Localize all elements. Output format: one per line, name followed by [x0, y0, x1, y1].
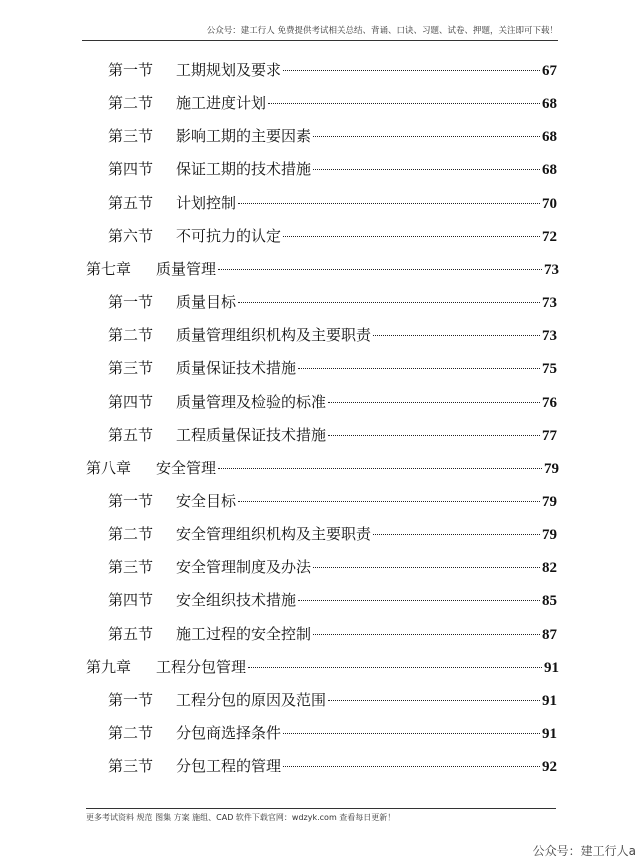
toc-entry-number: 第三节 [108, 757, 154, 776]
toc-page-number: 79 [544, 460, 559, 477]
header-text: 公众号：建工行人 免费提供考试相关总结、背诵、口诀、习题、试卷、押题，关注即可下载！ [206, 26, 558, 36]
toc-entry-title: 影响工期的主要因素 [176, 127, 312, 146]
toc-section-entry[interactable] [108, 388, 557, 416]
toc-page-number: 76 [542, 394, 557, 411]
toc-page-number: 79 [542, 493, 557, 510]
toc-dot-leader [373, 534, 540, 535]
toc-page-number: 68 [542, 162, 557, 179]
toc-entry-number: 第二节 [108, 326, 154, 345]
page-footer [86, 808, 556, 823]
toc-entry-number: 第五节 [108, 193, 154, 212]
toc-chapter-entry[interactable] [86, 454, 559, 482]
toc-entry-title: 工程分包管理 [156, 657, 247, 676]
toc-dot-leader [238, 302, 540, 303]
toc-dot-leader [313, 567, 540, 568]
toc-page-number: 75 [542, 361, 557, 378]
toc-entry-number: 第六节 [108, 226, 154, 245]
toc-dot-leader [238, 203, 540, 204]
toc-entry-title: 质量管理 [156, 259, 217, 278]
watermark-text: 公众号：建工行人a [532, 844, 636, 858]
toc-page-number: 85 [542, 593, 557, 610]
toc-section-entry[interactable] [108, 321, 557, 349]
toc-section-entry[interactable] [108, 288, 557, 316]
toc-dot-leader [328, 435, 540, 436]
toc-dot-leader [218, 269, 542, 270]
toc-dot-leader [313, 136, 540, 137]
toc-section-entry[interactable] [108, 686, 557, 714]
toc-entry-number: 第一节 [108, 690, 154, 709]
toc-entry-number: 第四节 [108, 160, 154, 179]
toc-dot-leader [238, 501, 540, 502]
toc-section-entry[interactable] [108, 586, 557, 614]
toc-dot-leader [283, 70, 540, 71]
toc-entry-number: 第五节 [108, 425, 154, 444]
toc-entry-title: 安全管理 [156, 458, 217, 477]
toc-dot-leader [373, 335, 540, 336]
toc-page-number: 72 [542, 228, 557, 245]
toc-entry-number: 第三节 [108, 359, 154, 378]
toc-entry-title: 质量管理组织机构及主要职责 [176, 326, 372, 345]
toc-page-number: 77 [542, 427, 557, 444]
toc-section-entry[interactable] [108, 421, 557, 449]
toc-dot-leader [328, 700, 540, 701]
footer-text: 更多考试资料 规范 图集 方案 施组、CAD 软件下载官网：wdzyk.com 查看每日更新！ [86, 813, 396, 822]
toc-dot-leader [268, 103, 540, 104]
toc-entry-number: 第三节 [108, 558, 154, 577]
toc-entry-number: 第四节 [108, 591, 154, 610]
toc-dot-leader [298, 600, 540, 601]
toc-page-number: 82 [542, 560, 557, 577]
toc-section-entry[interactable] [108, 155, 557, 183]
toc-entry-title: 质量目标 [176, 293, 237, 312]
toc-entry-title: 质量管理及检验的标准 [176, 392, 327, 411]
toc-section-entry[interactable] [108, 222, 557, 250]
toc-entry-number: 第一节 [108, 61, 154, 79]
toc-chapter-entry[interactable] [86, 255, 559, 283]
toc-page-number: 91 [542, 726, 557, 742]
toc-entry-number: 第二节 [108, 525, 154, 544]
toc-entry-number: 第七章 [86, 259, 132, 278]
toc-entry-title: 工程质量保证技术措施 [176, 425, 327, 444]
toc-entry-title: 工程分包的原因及范围 [176, 690, 327, 709]
toc-page-number: 87 [542, 626, 557, 643]
toc-page-number: 70 [542, 195, 557, 212]
toc-page-number: 68 [542, 129, 557, 146]
toc-section-entry[interactable] [108, 122, 557, 150]
toc-entry-title: 安全管理组织机构及主要职责 [176, 525, 372, 544]
toc-section-entry[interactable] [108, 56, 557, 84]
toc-entry-number: 第二节 [108, 94, 154, 113]
toc-entry-title: 保证工期的技术措施 [176, 160, 312, 179]
toc-section-entry[interactable] [108, 719, 557, 747]
toc-entry-title: 分包工程的管理 [176, 757, 282, 776]
toc-page-number: 67 [542, 63, 557, 79]
toc-entry-title: 施工过程的安全控制 [176, 624, 312, 643]
page-header [82, 24, 558, 41]
toc-section-entry[interactable] [108, 620, 557, 648]
toc-entry-title: 安全管理制度及办法 [176, 558, 312, 577]
toc-dot-leader [218, 468, 542, 469]
toc-section-entry[interactable] [108, 89, 557, 117]
toc-section-entry[interactable] [108, 354, 557, 382]
toc-section-entry[interactable] [108, 189, 557, 217]
toc-entry-title: 施工进度计划 [176, 94, 267, 113]
toc-dot-leader [313, 634, 540, 635]
toc-dot-leader [328, 402, 540, 403]
toc-section-entry[interactable] [108, 487, 557, 515]
toc-page-number: 79 [542, 527, 557, 544]
toc-entry-title: 质量保证技术措施 [176, 359, 297, 378]
toc-entry-number: 第三节 [108, 127, 154, 146]
toc-dot-leader [283, 766, 540, 767]
toc-section-entry[interactable] [108, 752, 557, 780]
toc-chapter-entry[interactable] [86, 653, 559, 681]
toc-page-number: 91 [544, 659, 559, 676]
toc-dot-leader [283, 236, 540, 237]
watermark [533, 842, 636, 859]
toc-entry-number: 第二节 [108, 724, 154, 742]
toc-section-entry[interactable] [108, 553, 557, 581]
toc-entry-number: 第一节 [108, 293, 154, 312]
toc-dot-leader [298, 368, 540, 369]
toc-entry-title: 安全目标 [176, 491, 237, 510]
toc-entry-number: 第一节 [108, 491, 154, 510]
toc-dot-leader [283, 733, 540, 734]
toc-entry-title: 工期规划及要求 [176, 61, 282, 79]
toc-entry-title: 不可抗力的认定 [176, 226, 282, 245]
toc-page-number: 73 [544, 261, 559, 278]
toc-section-entry[interactable] [108, 520, 557, 548]
toc-page-number: 73 [542, 295, 557, 312]
toc-dot-leader [313, 169, 540, 170]
toc-entry-number: 第五节 [108, 624, 154, 643]
toc-page-number: 68 [542, 96, 557, 113]
toc-entry-title: 分包商选择条件 [176, 724, 282, 742]
toc-entry-title: 安全组织技术措施 [176, 591, 297, 610]
toc-entry-number: 第四节 [108, 392, 154, 411]
toc-entry-number: 第八章 [86, 458, 132, 477]
toc-entry-title: 计划控制 [176, 193, 237, 212]
toc-page-number: 91 [542, 692, 557, 709]
toc-page-number: 92 [542, 759, 557, 776]
toc-entry-number: 第九章 [86, 657, 132, 676]
toc-page-number: 73 [542, 328, 557, 345]
toc-dot-leader [248, 667, 542, 668]
